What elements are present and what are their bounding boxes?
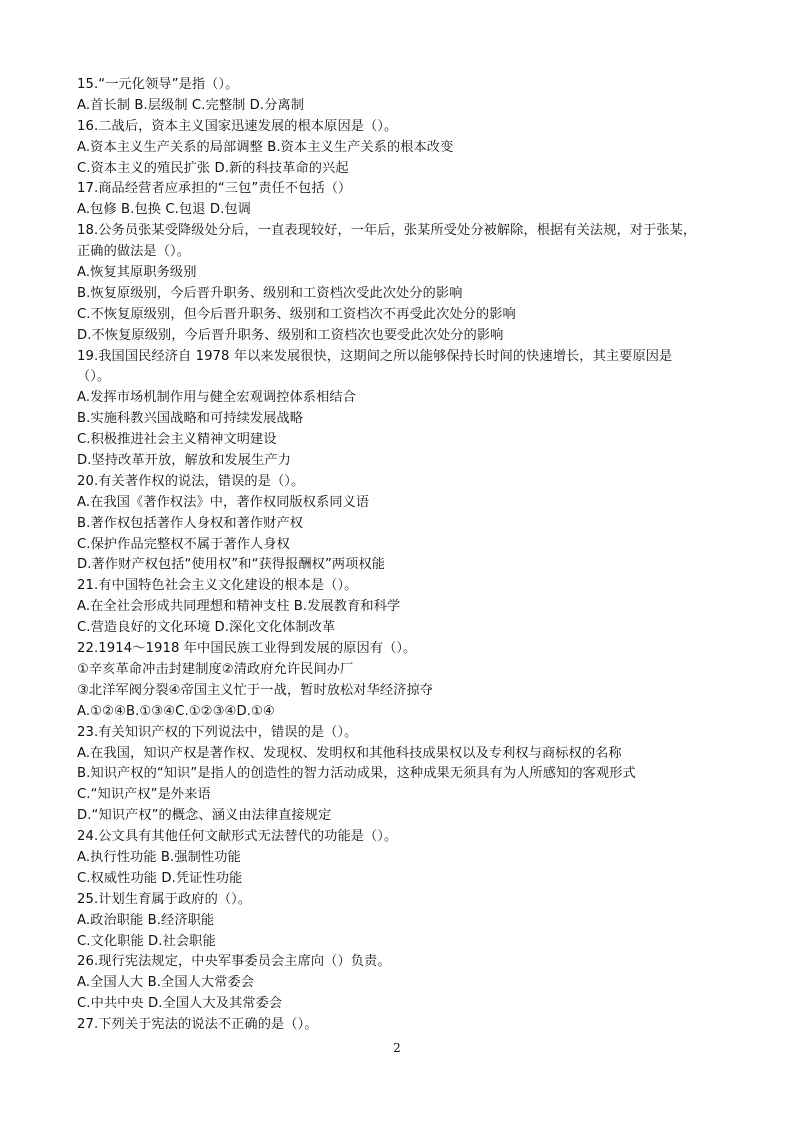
text-line: 16.二战后，资本主义国家迅速发展的根本原因是（）。 <box>77 118 398 134</box>
text-line: D.“知识产权”的概念、涵义由法律直接规定 <box>77 808 332 824</box>
text-line: B.著作权包括著作人身权和著作财产权 <box>77 515 304 531</box>
text-line: 20.有关著作权的说法，错误的是（）。 <box>77 473 305 489</box>
text-line: （）。 <box>77 369 111 385</box>
text-line: A.政治职能 B.经济职能 <box>77 912 215 928</box>
text-line: C.不恢复原级别，但今后晋升职务、级别和工资档次不再受此次处分的影响 <box>77 306 516 322</box>
text-line: 23.有关知识产权的下列说法中，错误的是（）。 <box>77 724 358 740</box>
text-line: 17.商品经营者应承担的“三包”责任不包括（） <box>77 181 352 197</box>
text-line: 25.计划生育属于政府的（）。 <box>77 891 252 907</box>
text-line: A.恢复其原职务级别 <box>77 265 197 281</box>
text-line: A.执行性功能 B.强制性功能 <box>77 849 241 865</box>
text-line: A.①②④B.①③④C.①②③④D.①④ <box>77 703 275 719</box>
text-line: C.营造良好的文化环境 D.深化文化体制改革 <box>77 620 336 636</box>
text-line: A.全国人大 B.全国人大常委会 <box>77 975 255 991</box>
text-line: B.恢复原级别，今后晋升职务、级别和工资档次受此次处分的影响 <box>77 285 463 301</box>
text-line: 27.下列关于宪法的说法不正确的是（）。 <box>77 1017 318 1033</box>
text-line: C.“知识产权”是外来语 <box>77 787 211 803</box>
page-number: 2 <box>393 1041 401 1055</box>
text-line: ①辛亥革命冲击封建制度②清政府允许民间办厂 <box>77 661 354 677</box>
text-line: A.包修 B.包换 C.包退 D.包调 <box>77 202 251 218</box>
text-line: A.在我国，知识产权是著作权、发现权、发明权和其他科技成果权以及专利权与商标权的名称 <box>77 745 622 761</box>
text-line: D.不恢复原级别，今后晋升职务、级别和工资档次也要受此次处分的影响 <box>77 327 504 343</box>
text-line: A.发挥市场机制作用与健全宏观调控体系相结合 <box>77 390 356 406</box>
text-line: A.首长制 B.层级制 C.完整制 D.分离制 <box>77 97 305 113</box>
text-line: D.著作财产权包括“使用权”和“获得报酬权”两项权能 <box>77 557 386 573</box>
text-line: 15.“一元化领导”是指（）。 <box>77 77 239 92</box>
text-line: C.文化职能 D.社会职能 <box>77 933 216 949</box>
text-line: ③北洋军阀分裂④帝国主义忙于一战，暂时放松对华经济掠夺 <box>77 682 434 698</box>
text-line: A.在我国《著作权法》中，著作权同版权系同义语 <box>77 494 370 510</box>
text-line: C.资本主义的殖民扩张 D.新的科技革命的兴起 <box>77 160 349 176</box>
text-line: 24.公文具有其他任何文献形式无法替代的功能是（）。 <box>77 829 398 845</box>
text-line: B.实施科教兴国战略和可持续发展战略 <box>77 411 304 427</box>
text-line: 22.1914～1918 年中国民族工业得到发展的原因有（）。 <box>77 641 417 657</box>
text-line: 21.有中国特色社会主义文化建设的根本是（）。 <box>77 578 358 594</box>
text-line: 正确的做法是（）。 <box>77 244 190 260</box>
text-line: 26.现行宪法规定，中央军事委员会主席向（）负责。 <box>77 954 391 970</box>
text-line: D.坚持改革开放，解放和发展生产力 <box>77 453 291 469</box>
text-line: B.知识产权的“知识”是指人的创造性的智力活动成果，这种成果无须具有为人所感知的客观形式 <box>77 766 636 782</box>
text-line: C.中共中央 D.全国人大及其常委会 <box>77 996 283 1012</box>
text-line: C.保护作品完整权不属于著作人身权 <box>77 536 290 552</box>
text-line: C.权威性功能 D.凭证性功能 <box>77 870 243 886</box>
text-line: C.积极推进社会主义精神文明建设 <box>77 432 277 448</box>
text-line: A.资本主义生产关系的局部调整 B.资本主义生产关系的根本改变 <box>77 139 454 155</box>
text-line: 19.我国国民经济自 1978 年以来发展很快，这期间之所以能够保持长时间的快速增长，其主要原因是 <box>77 348 673 364</box>
text-line: 18.公务员张某受降级处分后，一直表现较好，一年后，张某所受处分被解除，根据有关法规，对于张某， <box>77 223 697 239</box>
text-line: A.在全社会形成共同理想和精神支柱 B.发展教育和科学 <box>77 599 401 615</box>
document-text <box>77 75 727 1036</box>
